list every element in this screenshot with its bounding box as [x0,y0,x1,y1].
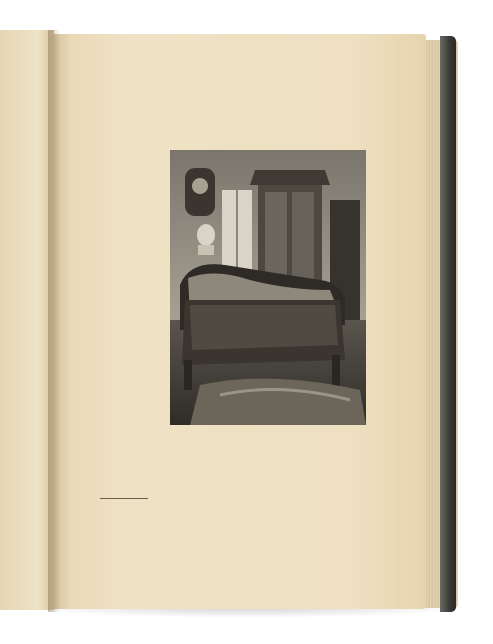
left-page [0,30,54,610]
footnote-rule [100,498,148,499]
page-gutter [48,30,60,612]
book-cover-spine [440,36,456,612]
bed-photo-illustration [170,150,366,425]
figure-photo-bed [170,150,366,425]
